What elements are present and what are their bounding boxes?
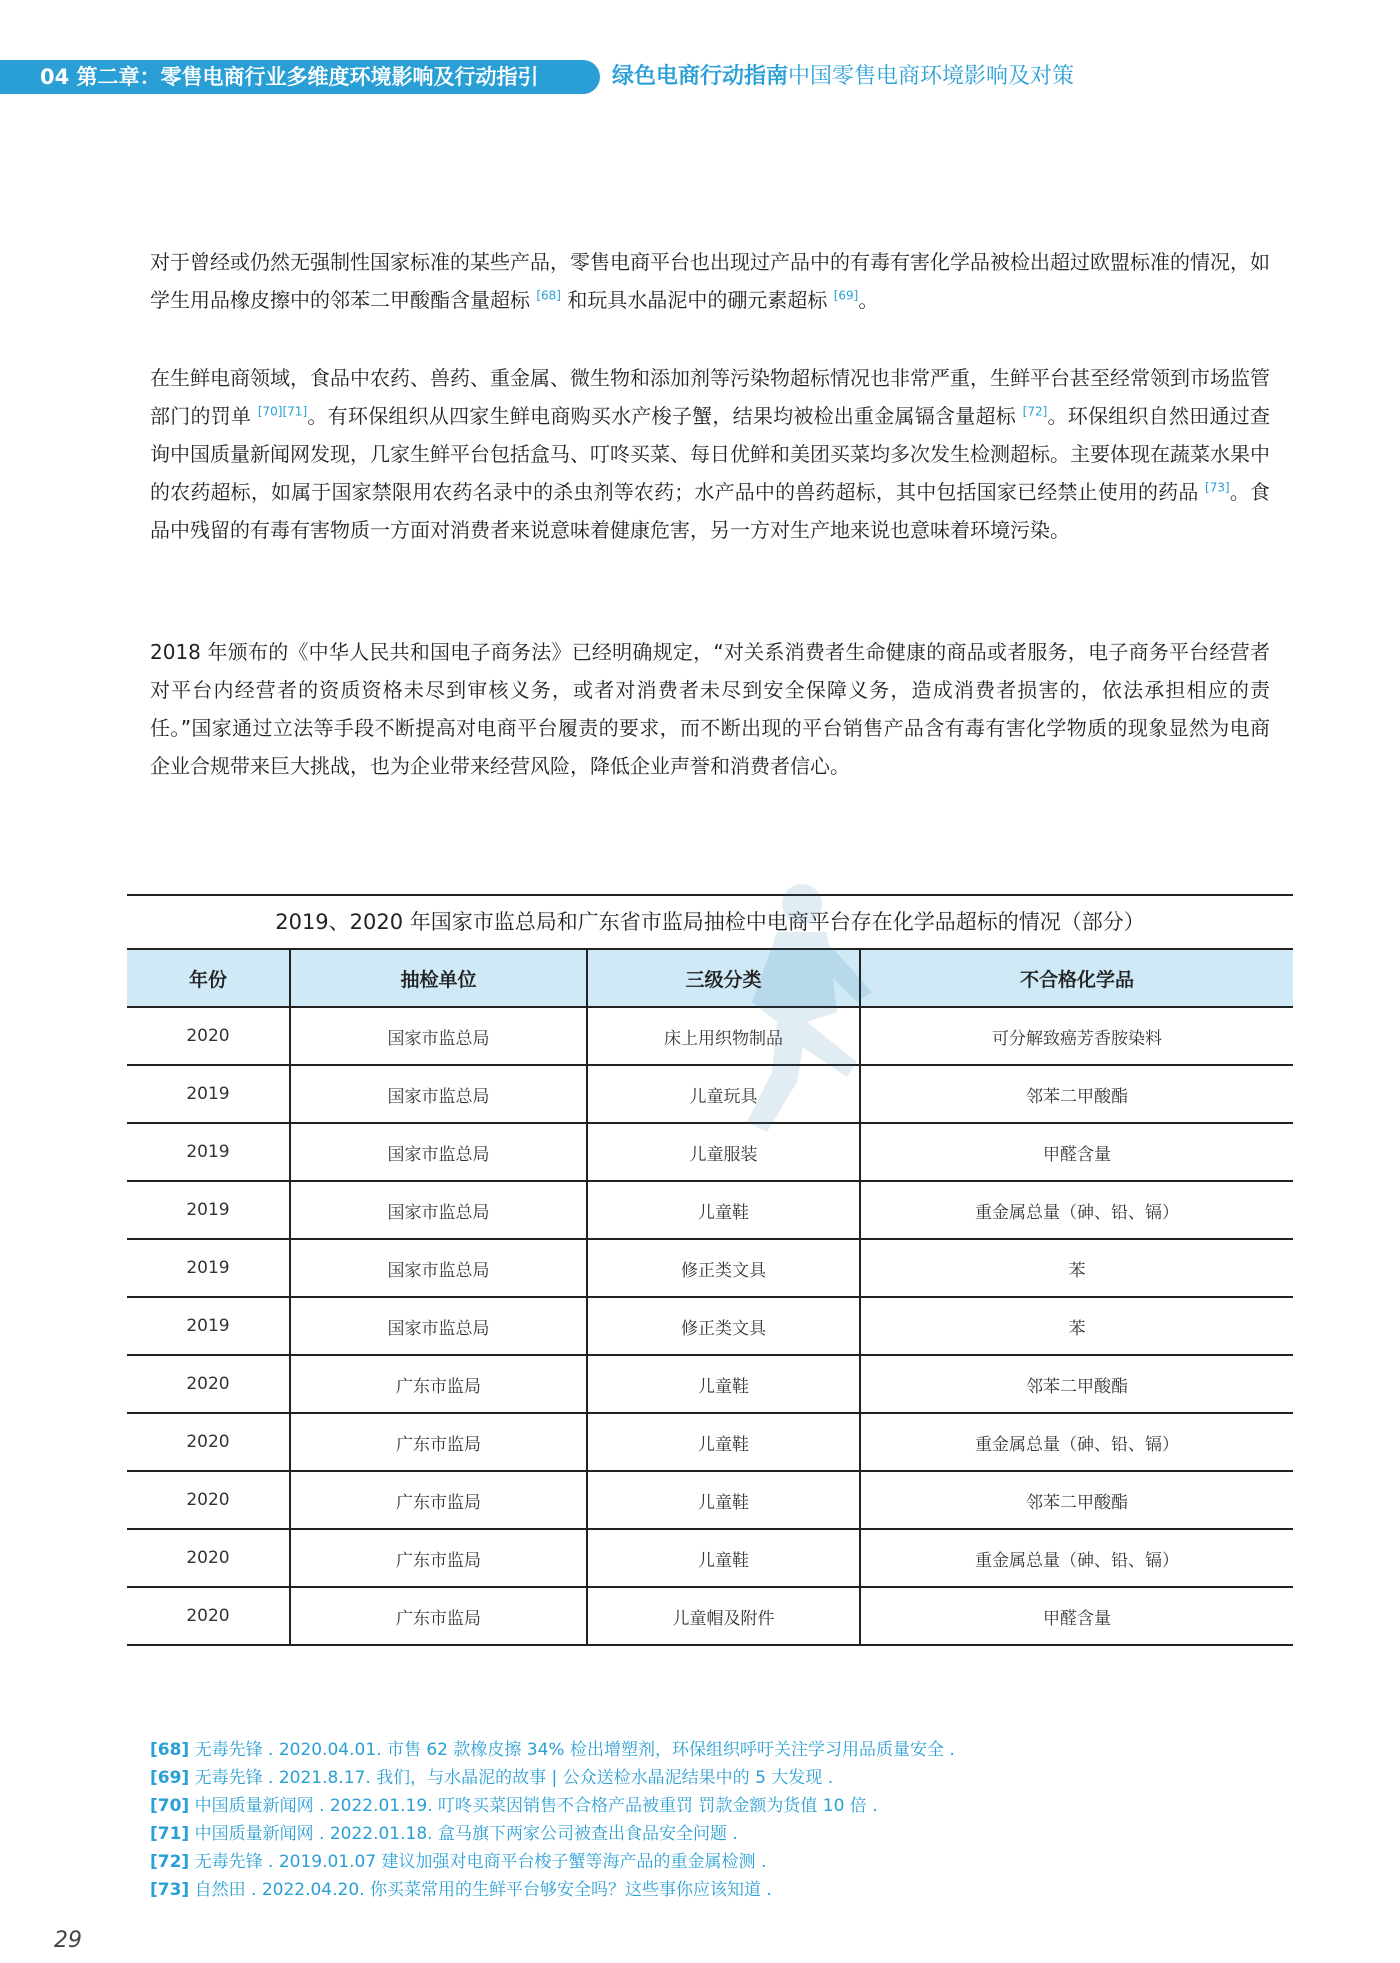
citation-68[interactable]: [68] bbox=[536, 288, 561, 303]
inspection-table bbox=[127, 948, 1293, 1646]
cell-chemical: 甲醛含量 bbox=[860, 1123, 1293, 1181]
cell-year: 2020 bbox=[127, 1355, 290, 1413]
cell-year: 2020 bbox=[127, 1529, 290, 1587]
reference-item[interactable] bbox=[150, 1792, 1300, 1820]
cell-category: 床上用织物制品 bbox=[587, 1007, 860, 1065]
table-row bbox=[127, 1065, 1293, 1123]
reference-text: 无毒先锋 . 2021.8.17. 我们，与水晶泥的故事 | 公众送检水晶泥结果中的 5 大发现 . bbox=[189, 1768, 834, 1788]
header-year: 年份 bbox=[127, 949, 290, 1007]
table-row bbox=[127, 1355, 1293, 1413]
reference-text: 无毒先锋 . 2020.04.01. 市售 62 款橡皮擦 34% 检出增塑剂，环保组织呼吁关注学习用品质量安全 . bbox=[189, 1740, 955, 1760]
cell-chemical: 重金属总量（砷、铅、镉） bbox=[860, 1181, 1293, 1239]
page-number: 29 bbox=[54, 1928, 82, 1953]
cell-category: 修正类文具 bbox=[587, 1297, 860, 1355]
table-header-row bbox=[127, 949, 1293, 1007]
paragraph-2-text-c: 。环保组织自然田通过查询中国质量新闻网发现，几家生鲜平台包括盒马、叮咚买菜、每日优鲜和美团买菜均多次发生检测超标。主要体现在蔬菜水果中的农药超标，如属于国家禁限用农药名录中的杀虫剂等农药；水产品中的兽药超标，其中包括国家已经禁止使用的药品 bbox=[150, 404, 1271, 504]
citation-70-71[interactable]: [70][71] bbox=[257, 404, 308, 419]
cell-year: 2020 bbox=[127, 1471, 290, 1529]
table-row bbox=[127, 1529, 1293, 1587]
cell-year: 2020 bbox=[127, 1007, 290, 1065]
cell-chemical: 苯 bbox=[860, 1239, 1293, 1297]
reference-text: 中国质量新闻网 . 2022.01.19. 叮咚买菜因销售不合格产品被重罚 罚款金额为货值 10 倍 . bbox=[189, 1796, 878, 1816]
reference-tag: [71] bbox=[150, 1824, 190, 1844]
table-row bbox=[127, 1181, 1293, 1239]
cell-category: 儿童玩具 bbox=[587, 1065, 860, 1123]
reference-item[interactable] bbox=[150, 1876, 1300, 1904]
cell-category: 儿童鞋 bbox=[587, 1413, 860, 1471]
paragraph-1 bbox=[150, 243, 1270, 319]
reference-text: 自然田 . 2022.04.20. 你买菜常用的生鲜平台够安全吗？这些事你应该知道 . bbox=[189, 1880, 772, 1900]
cell-unit: 广东市监局 bbox=[290, 1355, 587, 1413]
inspection-table-section bbox=[127, 894, 1293, 1646]
cell-chemical: 邻苯二甲酸酯 bbox=[860, 1065, 1293, 1123]
paragraph-1-text-c: 。 bbox=[858, 288, 879, 312]
header-chemical: 不合格化学品 bbox=[860, 949, 1293, 1007]
cell-unit: 广东市监局 bbox=[290, 1529, 587, 1587]
cell-unit: 广东市监局 bbox=[290, 1413, 587, 1471]
paragraph-2-text-a: 在生鲜电商领域，食品中农药、兽药、重金属、微生物和添加剂等污染物超标情况也非常严重，生鲜平台甚至经常领到市场监管部门的罚单 bbox=[150, 366, 1270, 428]
cell-category: 儿童服装 bbox=[587, 1123, 860, 1181]
cell-category: 儿童鞋 bbox=[587, 1529, 860, 1587]
cell-unit: 国家市监总局 bbox=[290, 1181, 587, 1239]
reference-text: 无毒先锋 . 2019.01.07 建议加强对电商平台梭子蟹等海产品的重金属检测 . bbox=[189, 1852, 767, 1872]
cell-category: 儿童鞋 bbox=[587, 1181, 860, 1239]
cell-unit: 国家市监总局 bbox=[290, 1007, 587, 1065]
paragraph-2-text-d: 。食品中残留的有毒有害物质一方面对消费者来说意味着健康危害，另一方对生产地来说也意味着环境污染。 bbox=[150, 480, 1271, 542]
citation-72[interactable]: [72] bbox=[1022, 404, 1048, 419]
table-row bbox=[127, 1007, 1293, 1065]
cell-unit: 国家市监总局 bbox=[290, 1297, 587, 1355]
references-list bbox=[150, 1736, 1300, 1904]
page-header bbox=[0, 60, 1400, 94]
cell-category: 儿童鞋 bbox=[587, 1471, 860, 1529]
paragraph-2 bbox=[150, 359, 1270, 549]
cell-year: 2019 bbox=[127, 1181, 290, 1239]
cell-unit: 国家市监总局 bbox=[290, 1065, 587, 1123]
paragraph-3: 2018 年颁布的《中华人民共和国电子商务法》已经明确规定，“对关系消费者生命健康的商品或者服务，电子商务平台经营者对平台内经营者的资质资格未尽到审核义务，或者对消费者未尽到安全保障义务，造成消费者损害的，依法承担相应的责任。”国家通过立法等手段不断提高对电商平台履责的要求，而不断出现的平台销售产品含有毒有害化学物质的现象显然为电商企业合规带来巨大挑战，也为企业带来经营风险，降低企业声誉和消费者信心。 bbox=[150, 640, 1270, 778]
reference-tag: [69] bbox=[150, 1768, 190, 1788]
cell-year: 2019 bbox=[127, 1297, 290, 1355]
guide-title-light: 中国零售电商环境影响及对策 bbox=[788, 64, 1075, 89]
table-row bbox=[127, 1297, 1293, 1355]
table-row bbox=[127, 1471, 1293, 1529]
paragraph-2-text-b: 。有环保组织从四家生鲜电商购买水产梭子蟹，结果均被检出重金属镉含量超标 bbox=[307, 404, 1017, 428]
cell-year: 2020 bbox=[127, 1587, 290, 1645]
reference-tag: [73] bbox=[150, 1880, 190, 1900]
cell-chemical: 邻苯二甲酸酯 bbox=[860, 1471, 1293, 1529]
reference-tag: [72] bbox=[150, 1852, 190, 1872]
cell-category: 修正类文具 bbox=[587, 1239, 860, 1297]
guide-title-bold: 绿色电商行动指南 bbox=[612, 64, 789, 89]
table-row bbox=[127, 1587, 1293, 1645]
chapter-title: 04 第二章：零售电商行业多维度环境影响及行动指引 bbox=[0, 60, 600, 94]
cell-chemical: 邻苯二甲酸酯 bbox=[860, 1355, 1293, 1413]
reference-text: 中国质量新闻网 . 2022.01.18. 盒马旗下两家公司被查出食品安全问题 . bbox=[189, 1824, 738, 1844]
paragraph-1-text-a: 对于曾经或仍然无强制性国家标准的某些产品，零售电商平台也出现过产品中的有毒有害化学品被检出超过欧盟标准的情况，如学生用品橡皮擦中的邻苯二甲酸酯含量超标 bbox=[150, 250, 1270, 312]
reference-item[interactable] bbox=[150, 1764, 1300, 1792]
cell-category: 儿童帽及附件 bbox=[587, 1587, 860, 1645]
cell-unit: 广东市监局 bbox=[290, 1471, 587, 1529]
cell-chemical: 重金属总量（砷、铅、镉） bbox=[860, 1413, 1293, 1471]
table-title: 2019、2020 年国家市监总局和广东省市监局抽检中电商平台存在化学品超标的情况（部分） bbox=[127, 894, 1293, 948]
cell-chemical: 重金属总量（砷、铅、镉） bbox=[860, 1529, 1293, 1587]
cell-year: 2019 bbox=[127, 1123, 290, 1181]
cell-year: 2019 bbox=[127, 1065, 290, 1123]
table-row bbox=[127, 1239, 1293, 1297]
cell-unit: 国家市监总局 bbox=[290, 1239, 587, 1297]
header-unit: 抽检单位 bbox=[290, 949, 587, 1007]
reference-item[interactable] bbox=[150, 1848, 1300, 1876]
reference-tag: [70] bbox=[150, 1796, 190, 1816]
reference-item[interactable] bbox=[150, 1820, 1300, 1848]
citation-73[interactable]: [73] bbox=[1205, 480, 1230, 495]
cell-year: 2019 bbox=[127, 1239, 290, 1297]
cell-chemical: 甲醛含量 bbox=[860, 1587, 1293, 1645]
guide-title bbox=[612, 60, 1074, 94]
cell-year: 2020 bbox=[127, 1413, 290, 1471]
header-category: 三级分类 bbox=[587, 949, 860, 1007]
cell-unit: 广东市监局 bbox=[290, 1587, 587, 1645]
citation-69[interactable]: [69] bbox=[833, 288, 859, 303]
reference-tag: [68] bbox=[150, 1740, 190, 1760]
cell-unit: 国家市监总局 bbox=[290, 1123, 587, 1181]
table-row bbox=[127, 1413, 1293, 1471]
cell-category: 儿童鞋 bbox=[587, 1355, 860, 1413]
reference-item[interactable] bbox=[150, 1736, 1300, 1764]
table-row bbox=[127, 1123, 1293, 1181]
cell-chemical: 苯 bbox=[860, 1297, 1293, 1355]
cell-chemical: 可分解致癌芳香胺染料 bbox=[860, 1007, 1293, 1065]
paragraph-1-text-b: 和玩具水晶泥中的硼元素超标 bbox=[567, 288, 828, 312]
